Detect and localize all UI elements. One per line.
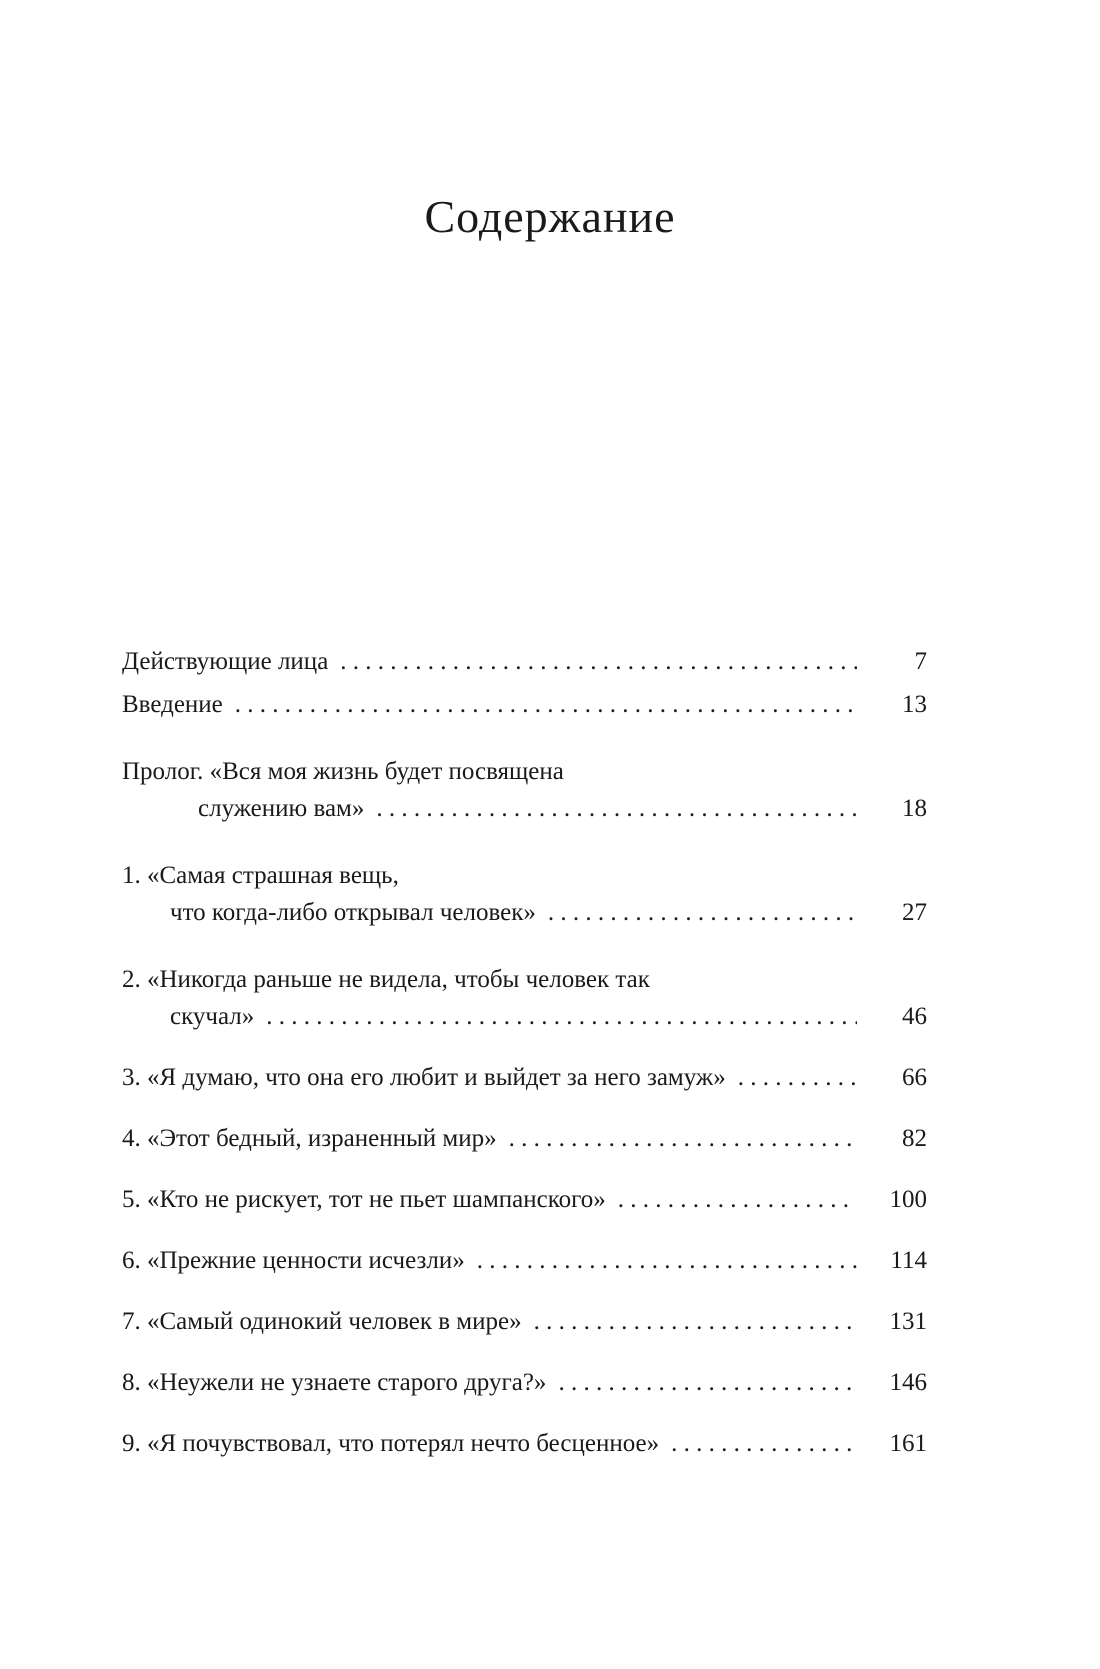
table-of-contents <box>122 643 927 1462</box>
toc-page-number: 82 <box>902 1125 927 1152</box>
toc-entry[interactable] <box>122 1242 927 1279</box>
toc-entry[interactable] <box>122 1364 927 1401</box>
toc-entry[interactable] <box>122 1120 927 1157</box>
page-title: Содержание <box>424 191 676 242</box>
toc-page-number: 161 <box>889 1430 927 1457</box>
leader-dots <box>534 1303 857 1340</box>
toc-entry-title: 8. «Неужели не узнаете старого друга?» <box>122 1369 547 1396</box>
leader-dots <box>477 1242 857 1279</box>
toc-entry-title-continued: что когда-либо открывал человек» <box>170 899 536 926</box>
toc-entry-title-continued: служению вам» <box>198 795 365 822</box>
toc-entry[interactable] <box>122 1425 927 1462</box>
leader-dots <box>618 1181 857 1218</box>
toc-page-number: 46 <box>902 1003 927 1030</box>
leader-dots <box>376 790 857 827</box>
toc-entry[interactable] <box>122 686 927 723</box>
leader-dots <box>671 1425 857 1462</box>
toc-page-number: 66 <box>902 1064 927 1091</box>
toc-entry[interactable] <box>122 753 927 827</box>
toc-entry[interactable] <box>122 1181 927 1218</box>
leader-dots <box>266 998 857 1035</box>
toc-page-number: 114 <box>890 1247 927 1274</box>
toc-entry-title: 3. «Я думаю, что она его любит и выйдет за него замуж» <box>122 1064 726 1091</box>
toc-page-number: 100 <box>889 1186 927 1213</box>
toc-entry[interactable] <box>122 643 927 680</box>
toc-entry-title: 7. «Самый одинокий человек в мире» <box>122 1308 522 1335</box>
toc-entry-title: 5. «Кто не рискует, тот не пьет шампанского» <box>122 1186 606 1213</box>
toc-page-number: 7 <box>914 648 927 675</box>
toc-entry-title: Введение <box>122 691 223 718</box>
toc-entry[interactable] <box>122 857 927 931</box>
leader-dots <box>340 643 857 680</box>
toc-entry-title-continued: скучал» <box>170 1003 255 1030</box>
toc-entry-title: 1. «Самая страшная вещь, <box>122 862 399 889</box>
toc-page-number: 18 <box>902 795 927 822</box>
toc-page-number: 13 <box>902 691 927 718</box>
leader-dots <box>548 894 857 931</box>
leader-dots <box>235 686 857 723</box>
toc-page-number: 27 <box>902 899 927 926</box>
toc-entry[interactable] <box>122 961 927 1035</box>
toc-entry-title: 9. «Я почувствовал, что потерял нечто бесценное» <box>122 1430 660 1457</box>
toc-entry-title: Пролог. «Вся моя жизнь будет посвящена <box>122 758 564 785</box>
toc-page-number: 131 <box>889 1308 927 1335</box>
leader-dots <box>558 1364 857 1401</box>
toc-entry[interactable] <box>122 1303 927 1340</box>
toc-entry-title: 4. «Этот бедный, израненный мир» <box>122 1125 497 1152</box>
toc-entry[interactable] <box>122 1059 927 1096</box>
leader-dots <box>509 1120 857 1157</box>
toc-entry-title: 6. «Прежние ценности исчезли» <box>122 1247 465 1274</box>
leader-dots <box>738 1059 857 1096</box>
toc-page-number: 146 <box>889 1369 927 1396</box>
toc-entry-title: 2. «Никогда раньше не видела, чтобы человек так <box>122 966 650 993</box>
toc-entry-title: Действующие лица <box>122 648 329 675</box>
